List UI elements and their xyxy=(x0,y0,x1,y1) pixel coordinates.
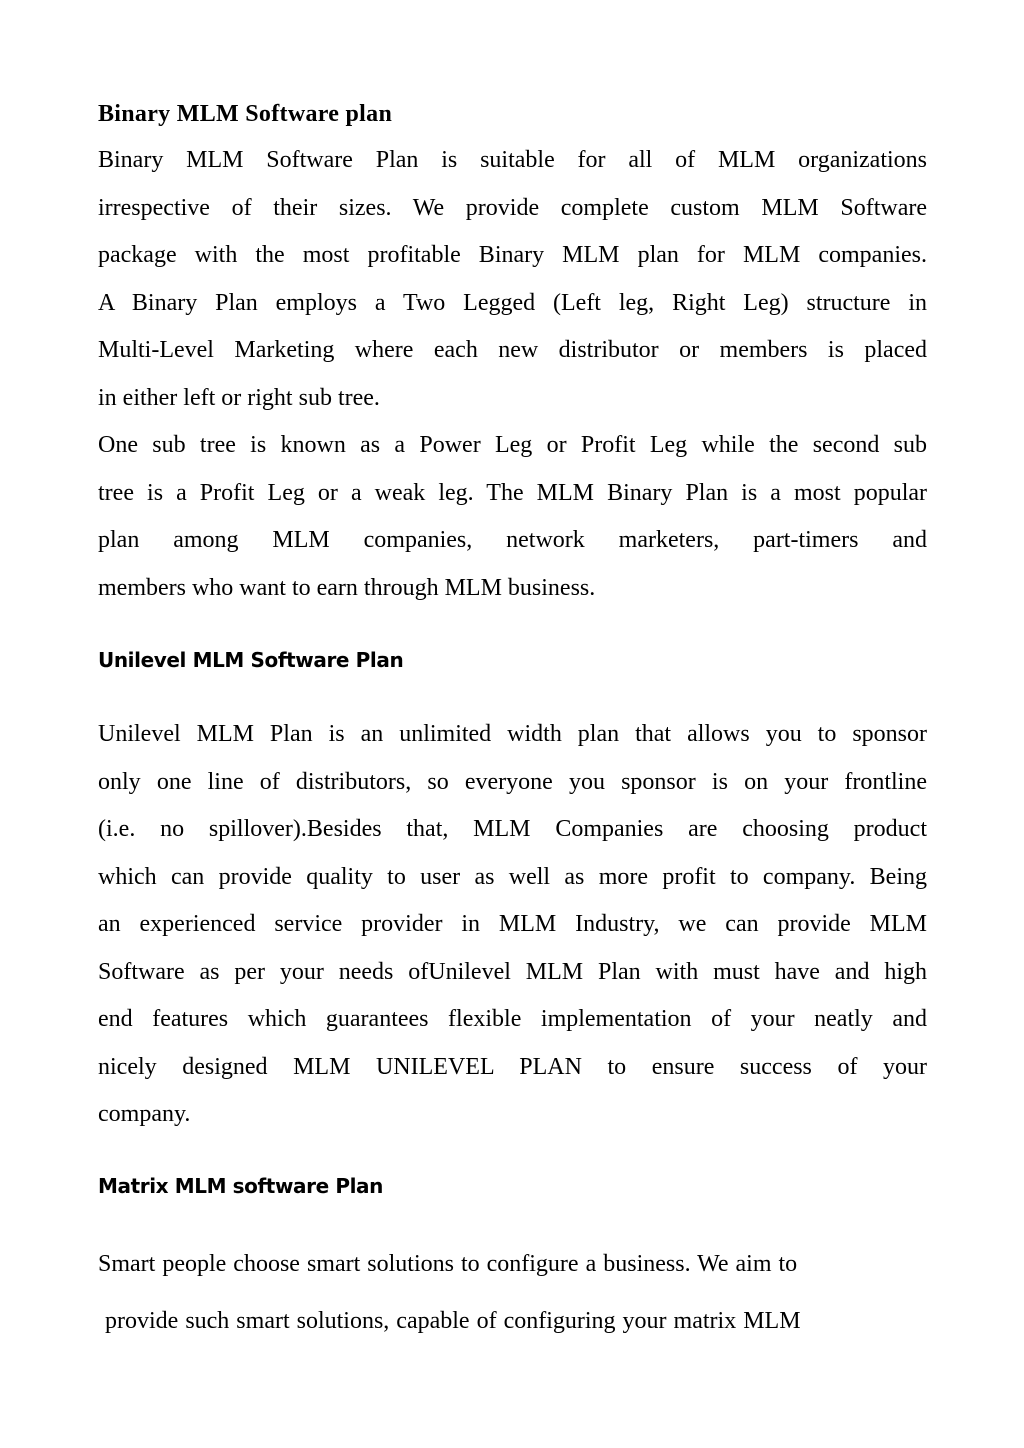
text-line: A Binary Plan employs a Two Legged (Left leg, Right Leg) structure in xyxy=(98,289,927,316)
text-line: Software as per your needs ofUnilevel MLM Plan with must have and high xyxy=(98,958,927,985)
text-line: tree is a Profit Leg or a weak leg. The MLM Binary Plan is a most popular xyxy=(98,479,927,506)
unilevel-plan-heading: Unilevel MLM Software Plan xyxy=(98,648,404,672)
text-line: Binary MLM Software Plan is suitable for all of MLM organizations xyxy=(98,147,927,173)
text-line: Multi-Level Marketing where each new distributor or members is placed xyxy=(98,337,927,363)
text-line: nicely designed MLM UNILEVEL PLAN to ensure success of your xyxy=(98,1053,927,1080)
text-line: end features which guarantees flexible implementation of your neatly and xyxy=(98,1006,927,1032)
text-line: which can provide quality to user as well as more profit to company. Being xyxy=(98,863,927,890)
text-line: only one line of distributors, so everyone you sponsor is on your frontline xyxy=(98,768,927,795)
text-line: plan among MLM companies, network marketers, part-timers and xyxy=(98,527,927,553)
matrix-plan-heading: Matrix MLM software Plan xyxy=(98,1174,383,1198)
text-line: an experienced service provider in MLM Industry, we can provide MLM xyxy=(98,911,927,937)
binary-plan-paragraph-1 xyxy=(98,137,927,612)
text-line: One sub tree is known as a Power Leg or Profit Leg while the second sub xyxy=(98,432,927,458)
text-line: in either left or right sub tree. xyxy=(98,384,380,411)
matrix-plan-paragraph xyxy=(98,1236,888,1350)
text-line: package with the most profitable Binary MLM plan for MLM companies. xyxy=(98,242,927,268)
text-line: provide such smart solutions, capable of configuring your matrix MLM xyxy=(98,1308,801,1334)
text-line: irrespective of their sizes. We provide complete custom MLM Software xyxy=(98,194,927,221)
text-line: Unilevel MLM Plan is an unlimited width plan that allows you to sponsor xyxy=(98,721,927,747)
unilevel-plan-paragraph xyxy=(98,711,927,1139)
text-line: company. xyxy=(98,1101,191,1127)
text-line: members who want to earn through MLM business. xyxy=(98,574,596,601)
text-line: (i.e. no spillover).Besides that, MLM Companies are choosing product xyxy=(98,816,927,842)
text-line: Smart people choose smart solutions to configure a business. We aim to xyxy=(98,1251,798,1277)
binary-plan-heading: Binary MLM Software plan xyxy=(98,101,393,127)
